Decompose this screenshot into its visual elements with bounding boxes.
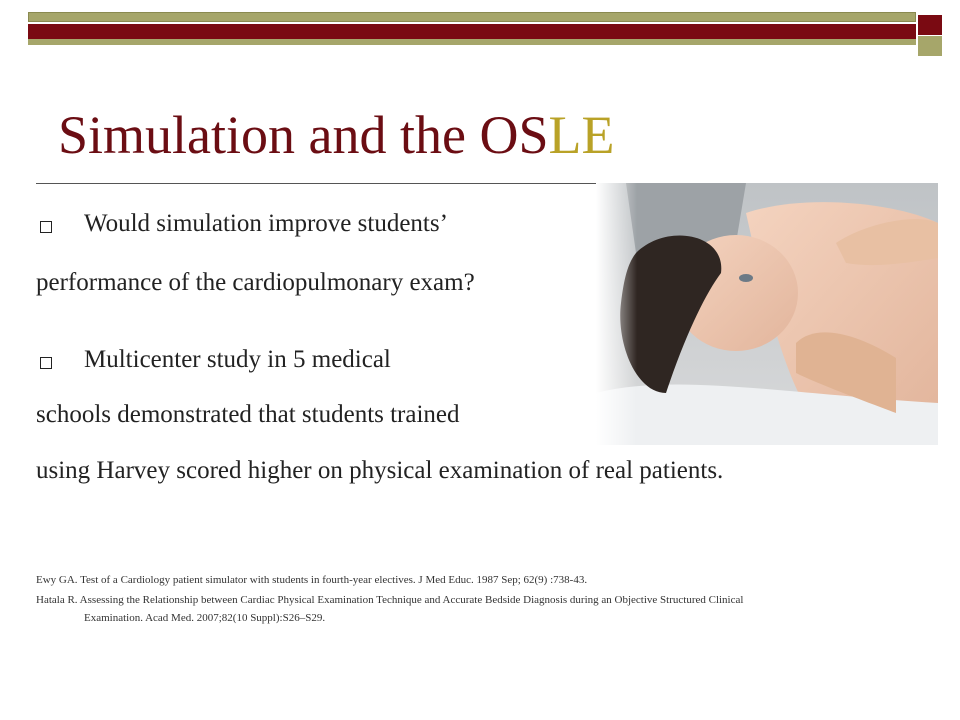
- bullet-square-icon: [40, 357, 52, 369]
- title-underline: [36, 183, 598, 184]
- reference-1: Ewy GA. Test of a Cardiology patient simulator with students in fourth-year electives. J Med Educ. 1987 Sep; 62(9) :738-43.: [36, 574, 588, 586]
- top-decorative-bar: [28, 12, 916, 42]
- bullet-2-line-2: schools demonstrated that students trained: [36, 401, 460, 428]
- bullet-1-line-2: performance of the cardiopulmonary exam?: [36, 269, 475, 296]
- reference-2-line-1: Hatala R. Assessing the Relationship between Cardiac Physical Examination Technique and Accurate Bedside Diagnosis during an Objective Structured Clinical: [36, 594, 744, 606]
- top-bar-maroon-stripe: [28, 24, 916, 39]
- slide-title: [58, 105, 615, 165]
- reference-2-line-2: Examination. Acad Med. 2007;82(10 Suppl):S26–S29.: [84, 612, 326, 624]
- bullet-square-icon: [40, 221, 52, 233]
- bullet-2-line-1: Multicenter study in 5 medical: [84, 346, 391, 373]
- top-bar-olive-stripe: [28, 12, 916, 22]
- corner-block-maroon: [918, 15, 942, 35]
- title-accent: LE: [548, 105, 615, 165]
- title-main: Simulation and the OS: [58, 105, 549, 165]
- corner-block-olive: [918, 36, 942, 56]
- bullet-1-line-1: Would simulation improve students’: [84, 210, 448, 237]
- top-bar-olive-bottom-stripe: [28, 39, 916, 45]
- bullet-2-line-3: using Harvey scored higher on physical examination of real patients.: [36, 457, 724, 484]
- harvey-simulator-photo: [596, 183, 938, 445]
